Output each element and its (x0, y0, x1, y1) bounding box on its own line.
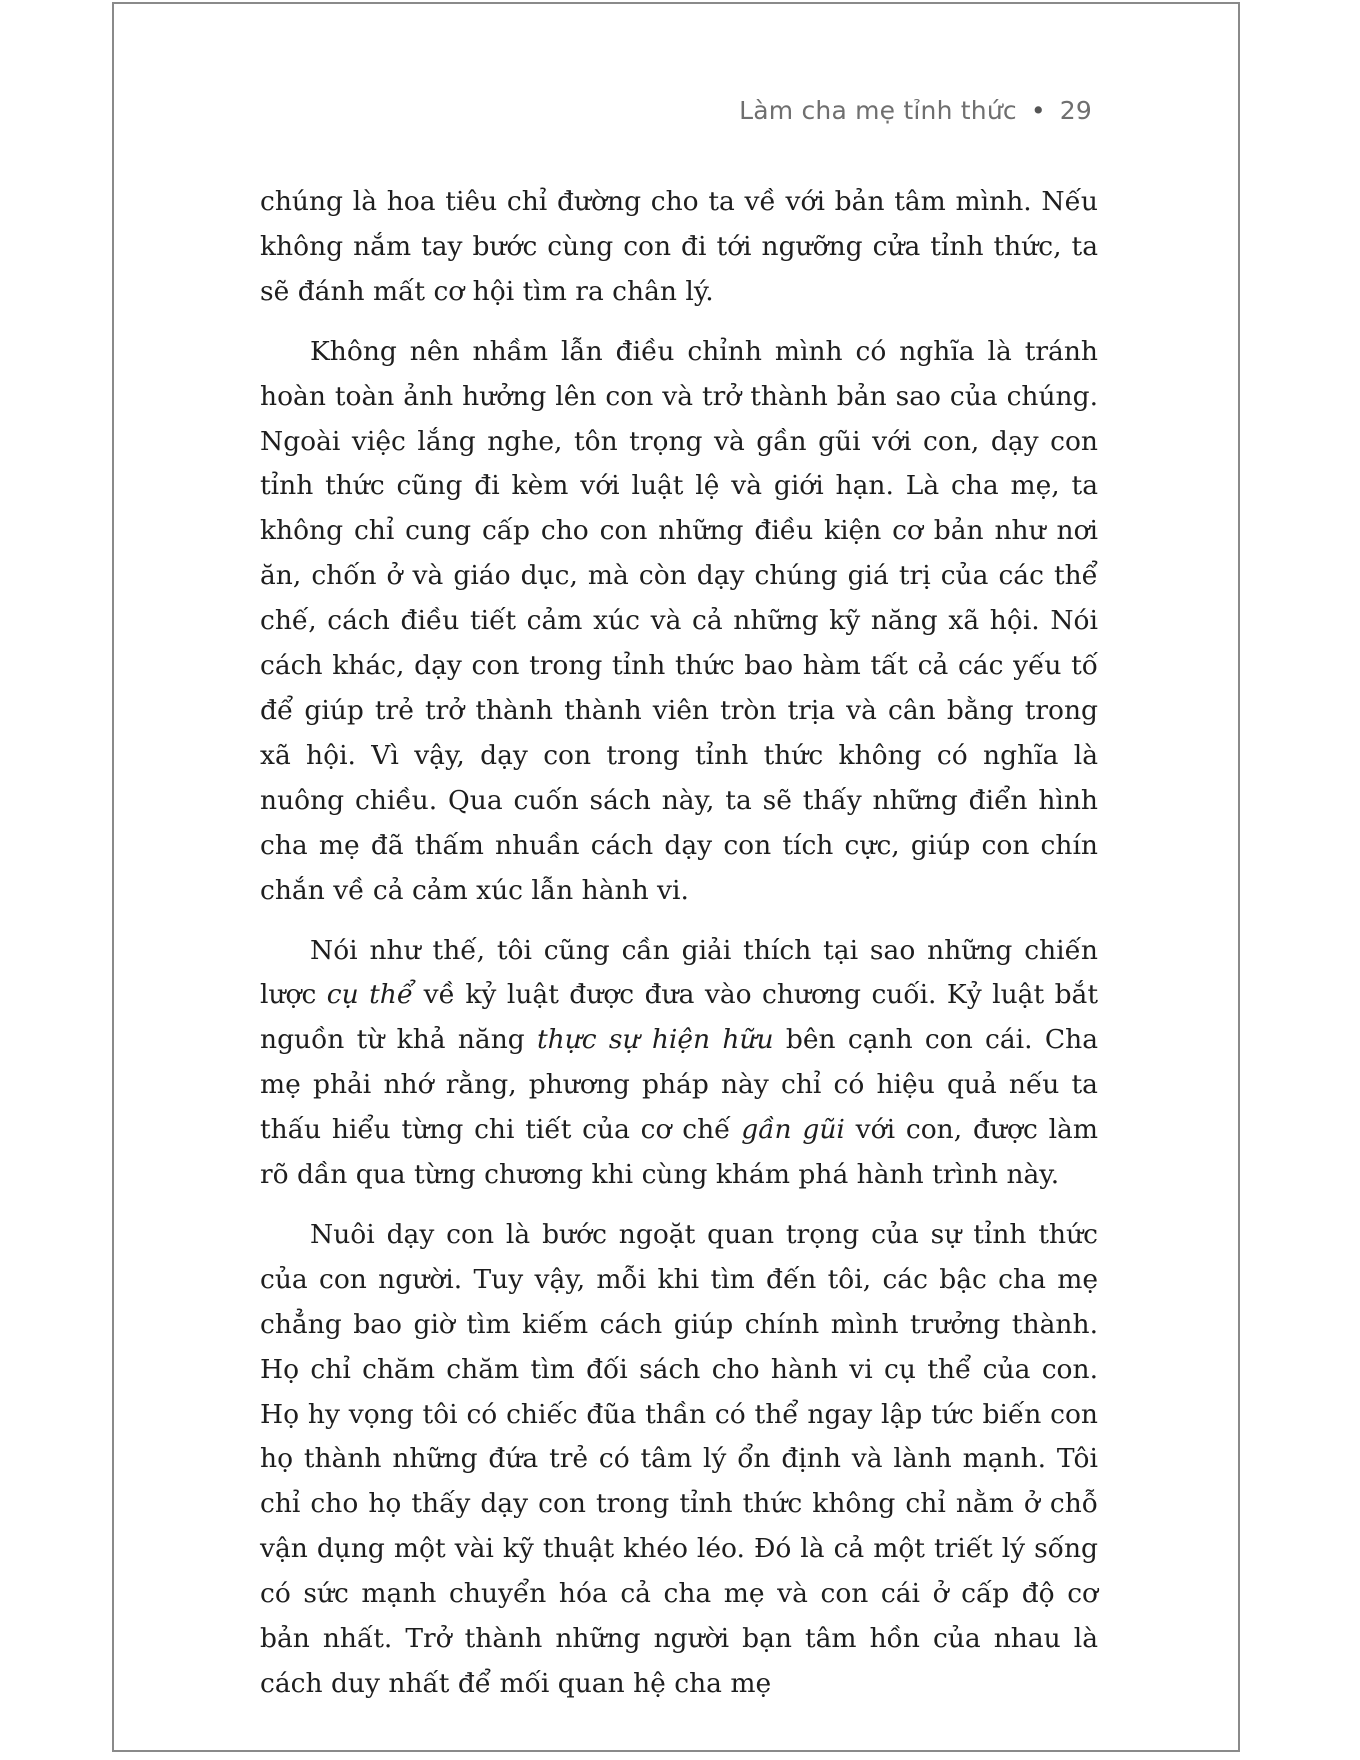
body-text (260, 180, 1098, 1722)
text-segment: về kỷ luật được đưa vào chương cuối. Kỷ luật bắt nguồn từ khả năng (260, 979, 1098, 1056)
text-segment: Không nên nhầm lẫn điều chỉnh mình có nghĩa là tránh hoàn toàn ảnh hưởng lên con và trở thành bản sao của chúng. Ngoài việc lắng nghe, tôn trọng và gần gũi với con, dạy con tỉnh thức cũng đi kèm với luật lệ và giới hạn. Là cha mẹ, ta không chỉ cung cấp cho con những điều kiện cơ bản như nơi ăn, chốn ở và giáo dục, mà còn dạy chúng giá trị của các thể chế, cách điều tiết cảm xúc và cả những kỹ năng xã hội. Nói cách khác, dạy con trong tỉnh thức bao hàm tất cả các yếu tố để giúp trẻ trở thành thành viên tròn trịa và cân bằng trong xã hội. Vì vậy, dạy con trong tỉnh thức không có nghĩa là nuông chiều. Qua cuốn sách này, ta sẽ thấy những điển hình cha mẹ đã thấm nhuần cách dạy con tích cực, giúp con chín chắn về cả cảm xúc lẫn hành vi. (260, 335, 1098, 906)
italic-segment: gần gũi (741, 1114, 845, 1146)
page-number: 29 (1059, 96, 1092, 125)
header-separator: • (1030, 96, 1046, 125)
text-segment: Nuôi dạy con là bước ngoặt quan trọng của sự tỉnh thức của con người. Tuy vậy, mỗi khi tìm đến tôi, các bậc cha mẹ chẳng bao giờ tìm kiếm cách giúp chính mình trưởng thành. Họ chỉ chăm chăm tìm đối sách cho hành vi cụ thể của con. Họ hy vọng tôi có chiếc đũa thần có thể ngay lập tức biến con họ thành những đứa trẻ có tâm lý ổn định và lành mạnh. Tôi chỉ cho họ thấy dạy con trong tỉnh thức không chỉ nằm ở chỗ vận dụng một vài kỹ thuật khéo léo. Đó là cả một triết lý sống có sức mạnh chuyển hóa cả cha mẹ và con cái ở cấp độ cơ bản nhất. Trở thành những người bạn tâm hồn của nhau là cách duy nhất để mối quan hệ cha mẹ (260, 1218, 1098, 1699)
paragraph-1 (260, 180, 1098, 315)
text-segment: bên cạnh con cái. Cha mẹ phải nhớ rằng, phương pháp này chỉ có hiệu quả nếu ta thấu hiểu từng chi tiết của cơ chế (260, 1024, 1098, 1146)
text-segment: chúng là hoa tiêu chỉ đường cho ta về với bản tâm mình. Nếu không nắm tay bước cùng con đi tới ngưỡng cửa tỉnh thức, ta sẽ đánh mất cơ hội tìm ra chân lý. (260, 186, 1098, 307)
italic-segment: thực sự hiện hữu (537, 1024, 774, 1056)
text-segment: với con, được làm rõ dần qua từng chương khi cùng khám phá hành trình này. (260, 1114, 1098, 1191)
book-page (112, 2, 1240, 1752)
paragraph-2 (260, 330, 1098, 914)
paragraph-4 (260, 1213, 1098, 1707)
text-segment: Nói như thế, tôi cũng cần giải thích tại sao những chiến lược (260, 934, 1098, 1011)
paragraph-3 (260, 929, 1098, 1198)
running-header (739, 96, 1092, 125)
italic-segment: cụ thể (326, 979, 414, 1011)
header-title: Làm cha mẹ tỉnh thức (739, 96, 1017, 125)
